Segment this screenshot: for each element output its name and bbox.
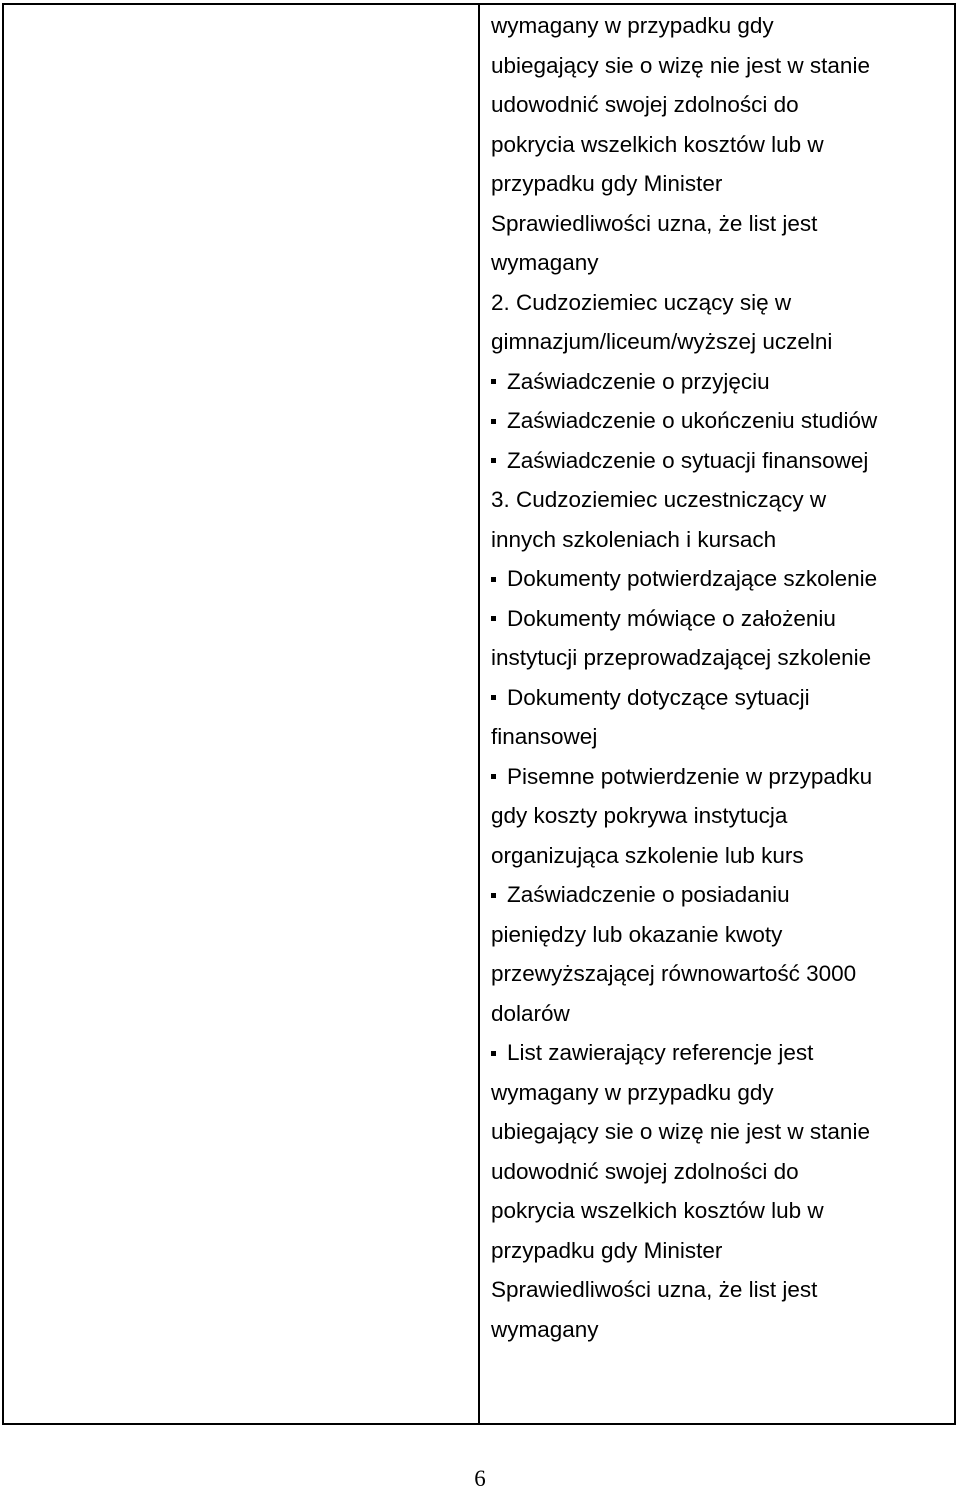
line-text: 3. Cudzoziemiec uczestniczący w (491, 487, 827, 512)
line-text: Dokumenty mówiące o założeniu (507, 605, 836, 631)
line-text: Sprawiedliwości uzna, że list jest (491, 1277, 818, 1302)
square-bullet-icon (491, 893, 496, 898)
text-line (491, 1310, 954, 1350)
line-text: przypadku gdy Minister (491, 1237, 723, 1263)
text-line (491, 480, 954, 520)
text-line (491, 1073, 954, 1113)
line-text: przypadku gdy Minister (491, 171, 723, 196)
text-line (491, 6, 954, 46)
line-text: Zaświadczenie o posiadaniu (507, 882, 790, 907)
text-line (491, 164, 954, 204)
text-line (491, 1270, 954, 1310)
line-text: Pisemne potwierdzenie w przypadku (507, 763, 873, 789)
line-text: Sprawiedliwości uzna, że list jest (491, 210, 818, 236)
bullet-list-item (491, 401, 954, 441)
line-text: gimnazjum/liceum/wyższej uczelni (491, 329, 833, 354)
square-bullet-icon (491, 379, 496, 384)
bullet-list-item (491, 362, 954, 402)
table-cell-left (4, 5, 480, 1423)
line-text: ubiegający sie o wizę nie jest w stanie (491, 1119, 870, 1144)
text-line (491, 954, 954, 994)
bullet-list-item (491, 757, 954, 797)
text-line (491, 85, 954, 125)
line-text: Dokumenty potwierdzające szkolenie (507, 566, 878, 591)
square-bullet-icon (491, 458, 496, 463)
square-bullet-icon (491, 774, 496, 779)
line-text: innych szkoleniach i kursach (491, 526, 777, 552)
text-line (491, 717, 954, 757)
line-text: pokrycia wszelkich kosztów lub w (491, 1198, 824, 1223)
line-text: Dokumenty dotyczące sytuacji (507, 684, 810, 710)
line-text: 2. Cudzoziemiec uczący się w (491, 289, 792, 315)
line-text: pokrycia wszelkich kosztów lub w (491, 131, 824, 157)
square-bullet-icon (491, 577, 496, 582)
text-line (491, 796, 954, 836)
line-text: finansowej (491, 724, 598, 749)
line-text: przewyższającej równowartość 3000 (491, 961, 857, 986)
bullet-list-item (491, 599, 954, 639)
square-bullet-icon (491, 419, 496, 424)
text-line (491, 46, 954, 86)
line-text: Zaświadczenie o sytuacji finansowej (507, 447, 869, 473)
text-line (491, 994, 954, 1034)
text-line (491, 322, 954, 362)
line-text: dolarów (491, 1000, 570, 1026)
line-text: wymagany w przypadku gdy (491, 1079, 774, 1105)
bullet-list-item (491, 678, 954, 718)
line-text: udowodnić swojej zdolności do (491, 92, 799, 117)
line-text: instytucji przeprowadzającej szkolenie (491, 645, 872, 670)
document-table (2, 3, 956, 1425)
page-number: 6 (474, 1466, 486, 1491)
text-line (491, 1152, 954, 1192)
text-line (491, 125, 954, 165)
text-line (491, 1191, 954, 1231)
square-bullet-icon (491, 1051, 496, 1056)
text-line (491, 1231, 954, 1271)
line-text: udowodnić swojej zdolności do (491, 1158, 799, 1184)
line-text: ubiegający sie o wizę nie jest w stanie (491, 52, 870, 78)
text-line (491, 1112, 954, 1152)
text-line (491, 836, 954, 876)
table-cell-right (480, 5, 954, 1423)
line-text: organizująca szkolenie lub kurs (491, 842, 804, 868)
line-text: List zawierający referencje jest (507, 1040, 814, 1065)
text-line (491, 204, 954, 244)
bullet-list-item (491, 559, 954, 599)
line-text: gdy koszty pokrywa instytucja (491, 803, 788, 828)
line-text: wymagany w przypadku gdy (491, 13, 774, 38)
bullet-list-item (491, 1033, 954, 1073)
line-text: wymagany (491, 1316, 599, 1342)
text-line (491, 520, 954, 560)
bullet-list-item (491, 441, 954, 481)
bullet-list-item (491, 875, 954, 915)
square-bullet-icon (491, 616, 496, 621)
square-bullet-icon (491, 695, 496, 700)
text-line (491, 283, 954, 323)
line-text: pieniędzy lub okazanie kwoty (491, 921, 783, 947)
line-text: Zaświadczenie o przyjęciu (507, 368, 770, 394)
text-line (491, 638, 954, 678)
line-text: wymagany (491, 250, 599, 275)
text-line (491, 915, 954, 955)
line-text: Zaświadczenie o ukończeniu studiów (507, 408, 878, 433)
text-line (491, 243, 954, 283)
